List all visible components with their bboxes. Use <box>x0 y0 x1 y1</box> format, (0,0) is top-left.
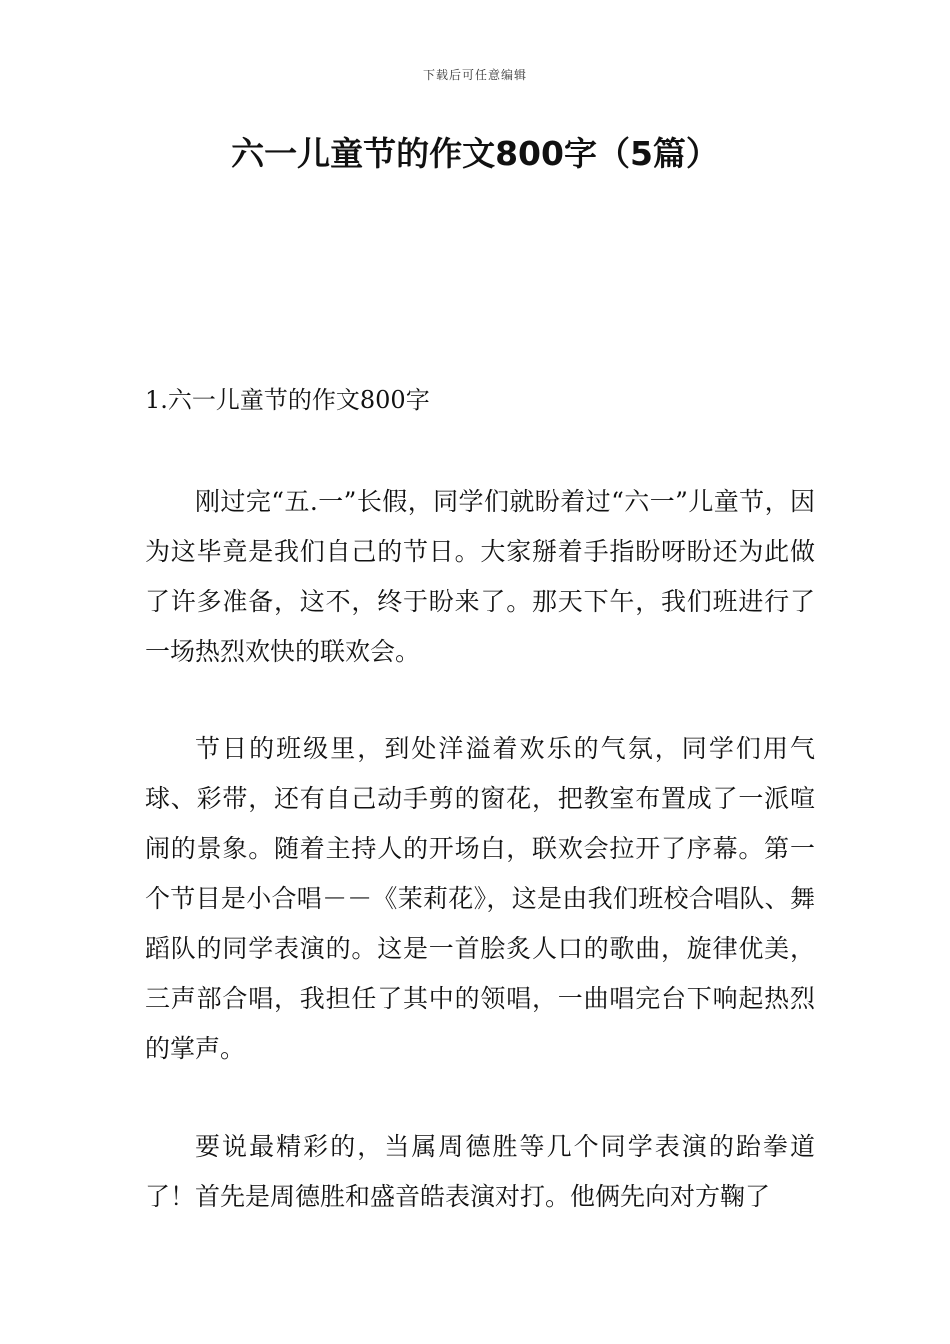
section-heading: 1.六一儿童节的作文800字 <box>145 386 430 414</box>
document-title: 六一儿童节的作文800字（5篇） <box>231 134 719 173</box>
paragraph-1: 刚过完“五.一”长假，同学们就盼着过“六一”儿童节，因为这毕竟是我们自己的节日。大家掰着手指盼呀盼还为此做了许多准备，这不，终于盼来了。那天下午，我们班进行了一场热烈欢快的联欢会。 <box>145 487 815 666</box>
paragraph-3: 要说最精彩的，当属周德胜等几个同学表演的跆拳道了！首先是周德胜和盛音皓表演对打。他俩先向对方鞠了 <box>145 1132 815 1211</box>
paragraph-2: 节日的班级里，到处洋溢着欢乐的气氛，同学们用气球、彩带，还有自己动手剪的窗花，把教室布置成了一派喧闹的景象。随着主持人的开场白，联欢会拉开了序幕。第一个节目是小合唱－－《茉莉花》，这是由我们班校合唱队、舞蹈队的同学表演的。这是一首脍炙人口的歌曲，旋律优美，三声部合唱，我担任了其中的领唱，一曲唱完台下响起热烈的掌声。 <box>145 734 815 1063</box>
header-note: 下载后可任意编辑 <box>422 68 527 82</box>
